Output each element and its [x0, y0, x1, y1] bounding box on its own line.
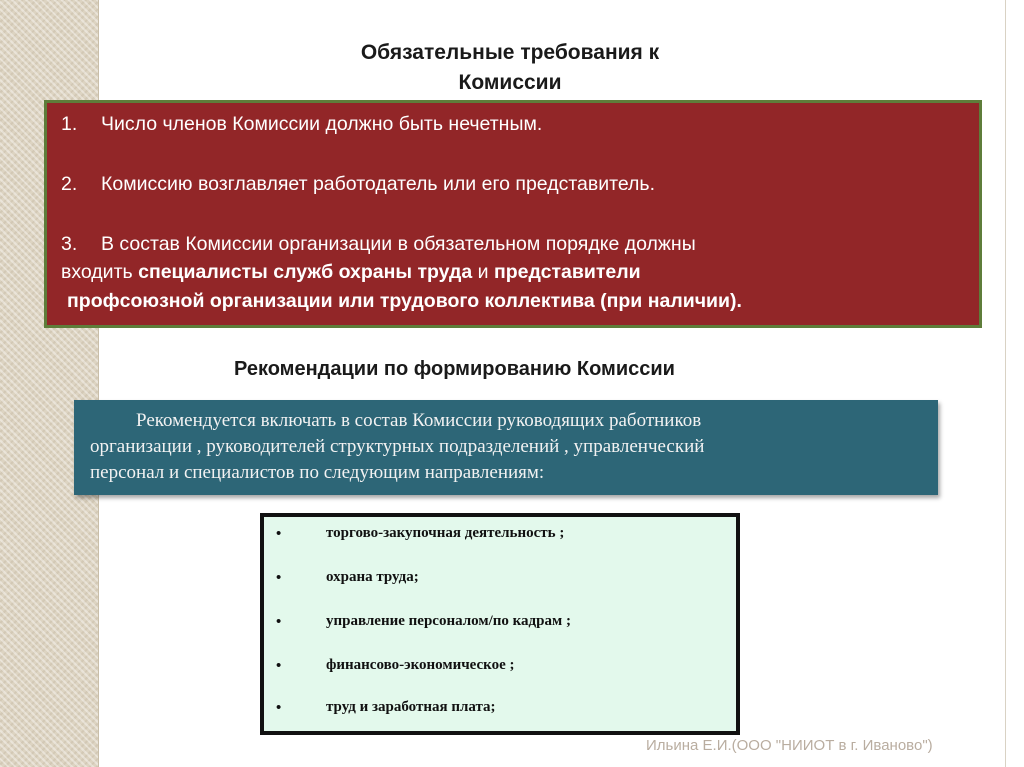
- bullet-icon: •: [276, 699, 282, 716]
- requirement-1: [61, 113, 542, 136]
- list-item-text: труд и заработная плата;: [326, 699, 496, 715]
- footer-author: Ильина Е.И.(ООО "НИИОТ в г. Иваново"): [646, 737, 933, 754]
- list-item-text: управление персоналом/по кадрам ;: [326, 613, 571, 629]
- bullet-icon: •: [276, 613, 282, 630]
- requirement-text: Число членов Комиссии должно быть нечетным.: [101, 113, 543, 135]
- requirement-number: 2.: [61, 173, 78, 195]
- recommendations-title: Рекомендации по формированию Комиссии: [234, 358, 675, 380]
- list-item-text: охрана труда;: [326, 569, 419, 585]
- requirement-text: и: [472, 261, 494, 283]
- requirements-box: [44, 100, 982, 328]
- right-border-line: [1005, 0, 1006, 767]
- list-item-text: финансово-экономическое ;: [326, 657, 515, 673]
- recommendation-line: Рекомендуется включать в состав Комиссии руководящих работников: [136, 410, 702, 431]
- slide-title-line-1: Обязательные требования к: [360, 41, 660, 64]
- bullet-icon: •: [276, 657, 282, 674]
- requirement-text: Комиссию возглавляет работодатель или его представитель.: [101, 173, 656, 195]
- recommendation-line: персонал и специалистов по следующим направлениям:: [90, 462, 545, 483]
- requirement-3: [61, 233, 696, 256]
- requirement-number: 1.: [61, 113, 78, 135]
- bullet-icon: •: [276, 525, 282, 542]
- list-item-text: торгово-закупочная деятельность ;: [326, 525, 565, 541]
- requirement-text: В состав Комиссии организации в обязательном порядке должны: [101, 233, 696, 255]
- directions-list: [260, 513, 740, 735]
- requirement-emphasis: специалисты служб охраны труда: [138, 261, 473, 283]
- requirement-text: входить: [61, 261, 139, 283]
- requirement-number: 3.: [61, 233, 78, 255]
- requirement-2: [61, 173, 655, 196]
- requirement-3-end: [67, 290, 742, 313]
- requirement-emphasis: представители: [493, 261, 641, 283]
- recommendation-box: [74, 400, 938, 495]
- bullet-icon: •: [276, 569, 282, 586]
- requirement-3-continued: [61, 261, 641, 284]
- recommendation-line: организации , руководителей структурных подразделений , управленческий: [90, 436, 705, 457]
- slide-title: [300, 38, 720, 98]
- slide-title-line-2: Комиссии: [458, 71, 562, 94]
- requirement-emphasis: профсоюзной организации или трудового коллектива (при наличии).: [67, 290, 742, 312]
